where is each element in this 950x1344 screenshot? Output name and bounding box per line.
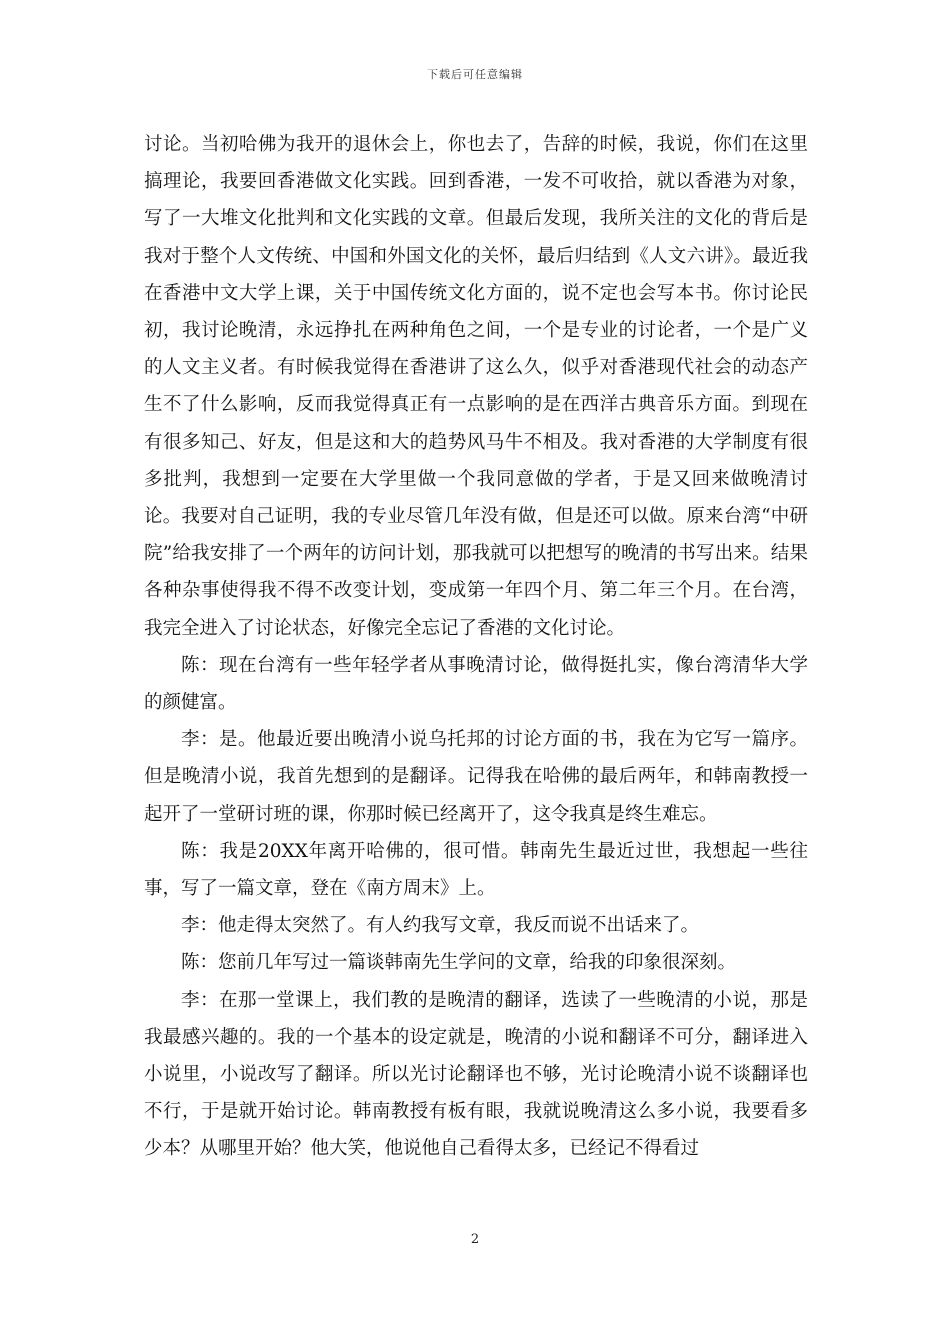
- paragraph-3: 李：是。他最近要出晚清小说乌托邦的讨论方面的书，我在为它写一篇序。但是晚清小说，我首先想到的是翻译。记得我在哈佛的最后两年，和韩南教授一起开了一堂研讨班的课，你那时候已经离开了，这令我真是终生难忘。: [144, 729, 808, 825]
- page-number: 2: [470, 1232, 480, 1247]
- document-body: [144, 126, 808, 1168]
- paragraph-7: 李：在那一堂课上，我们教的是晚清的翻译，选读了一些晚清的小说，那是我最感兴趣的。我的一个基本的设定就是，晚清的小说和翻译不可分，翻译进入小说里，小说改写了翻译。所以光讨论翻译也不够，光讨论晚清小说不谈翻译也不行，于是就开始讨论。韩南教授有板有眼，我就说晚清这么多小说，我要看多少本？从哪里开始？他大笑，他说他自己看得太多，已经记不得看过: [144, 989, 808, 1160]
- paragraph-6: 陈：您前几年写过一篇谈韩南先生学问的文章，给我的印象很深刻。: [181, 952, 737, 974]
- paragraph-1: 讨论。当初哈佛为我开的退休会上，你也去了，告辞的时候，我说，你们在这里搞理论，我要回香港做文化实践。回到香港，一发不可收拾，就以香港为对象，写了一大堆文化批判和文化实践的文章。但最后发现，我所关注的文化的背后是我对于整个人文传统、中国和外国文化的关怀，最后归结到《人文六讲》。最近我在香港中文大学上课，关于中国传统文化方面的，说不定也会写本书。你讨论民初，我讨论晚清，永远挣扎在两种角色之间，一个是专业的讨论者，一个是广义的人文主义者。有时候我觉得在香港讲了这么久，似乎对香港现代社会的动态产生不了什么影响，反而我觉得真正有一点影响的是在西洋古典音乐方面。到现在有很多知己、好友，但是这和大的趋势风马牛不相及。我对香港的大学制度有很多批判，我想到一定要在大学里做一个我同意做的学者，于是又回来做晚清讨论。我要对自己证明，我的专业尽管几年没有做，但是还可以做。原来台湾“中研院”给我安排了一个两年的访问计划，那我就可以把想写的晚清的书写出来。结果各种杂事使得我不得不改变计划，变成第一年四个月、第二年三个月。在台湾，我完全进入了讨论状态，好像完全忘记了香港的文化讨论。: [144, 134, 808, 639]
- paragraph-2: 陈：现在台湾有一些年轻学者从事晚清讨论，做得挺扎实，像台湾清华大学的颜健富。: [144, 654, 808, 714]
- paragraph-5: 李：他走得太突然了。有人约我写文章，我反而说不出话来了。: [181, 915, 700, 937]
- paragraph-4: 陈：我是20XX年离开哈佛的，很可惜。韩南先生最近过世，我想起一些往事，写了一篇文章，登在《南方周末》上。: [144, 840, 808, 900]
- page-header: 下载后可任意编辑: [427, 68, 523, 81]
